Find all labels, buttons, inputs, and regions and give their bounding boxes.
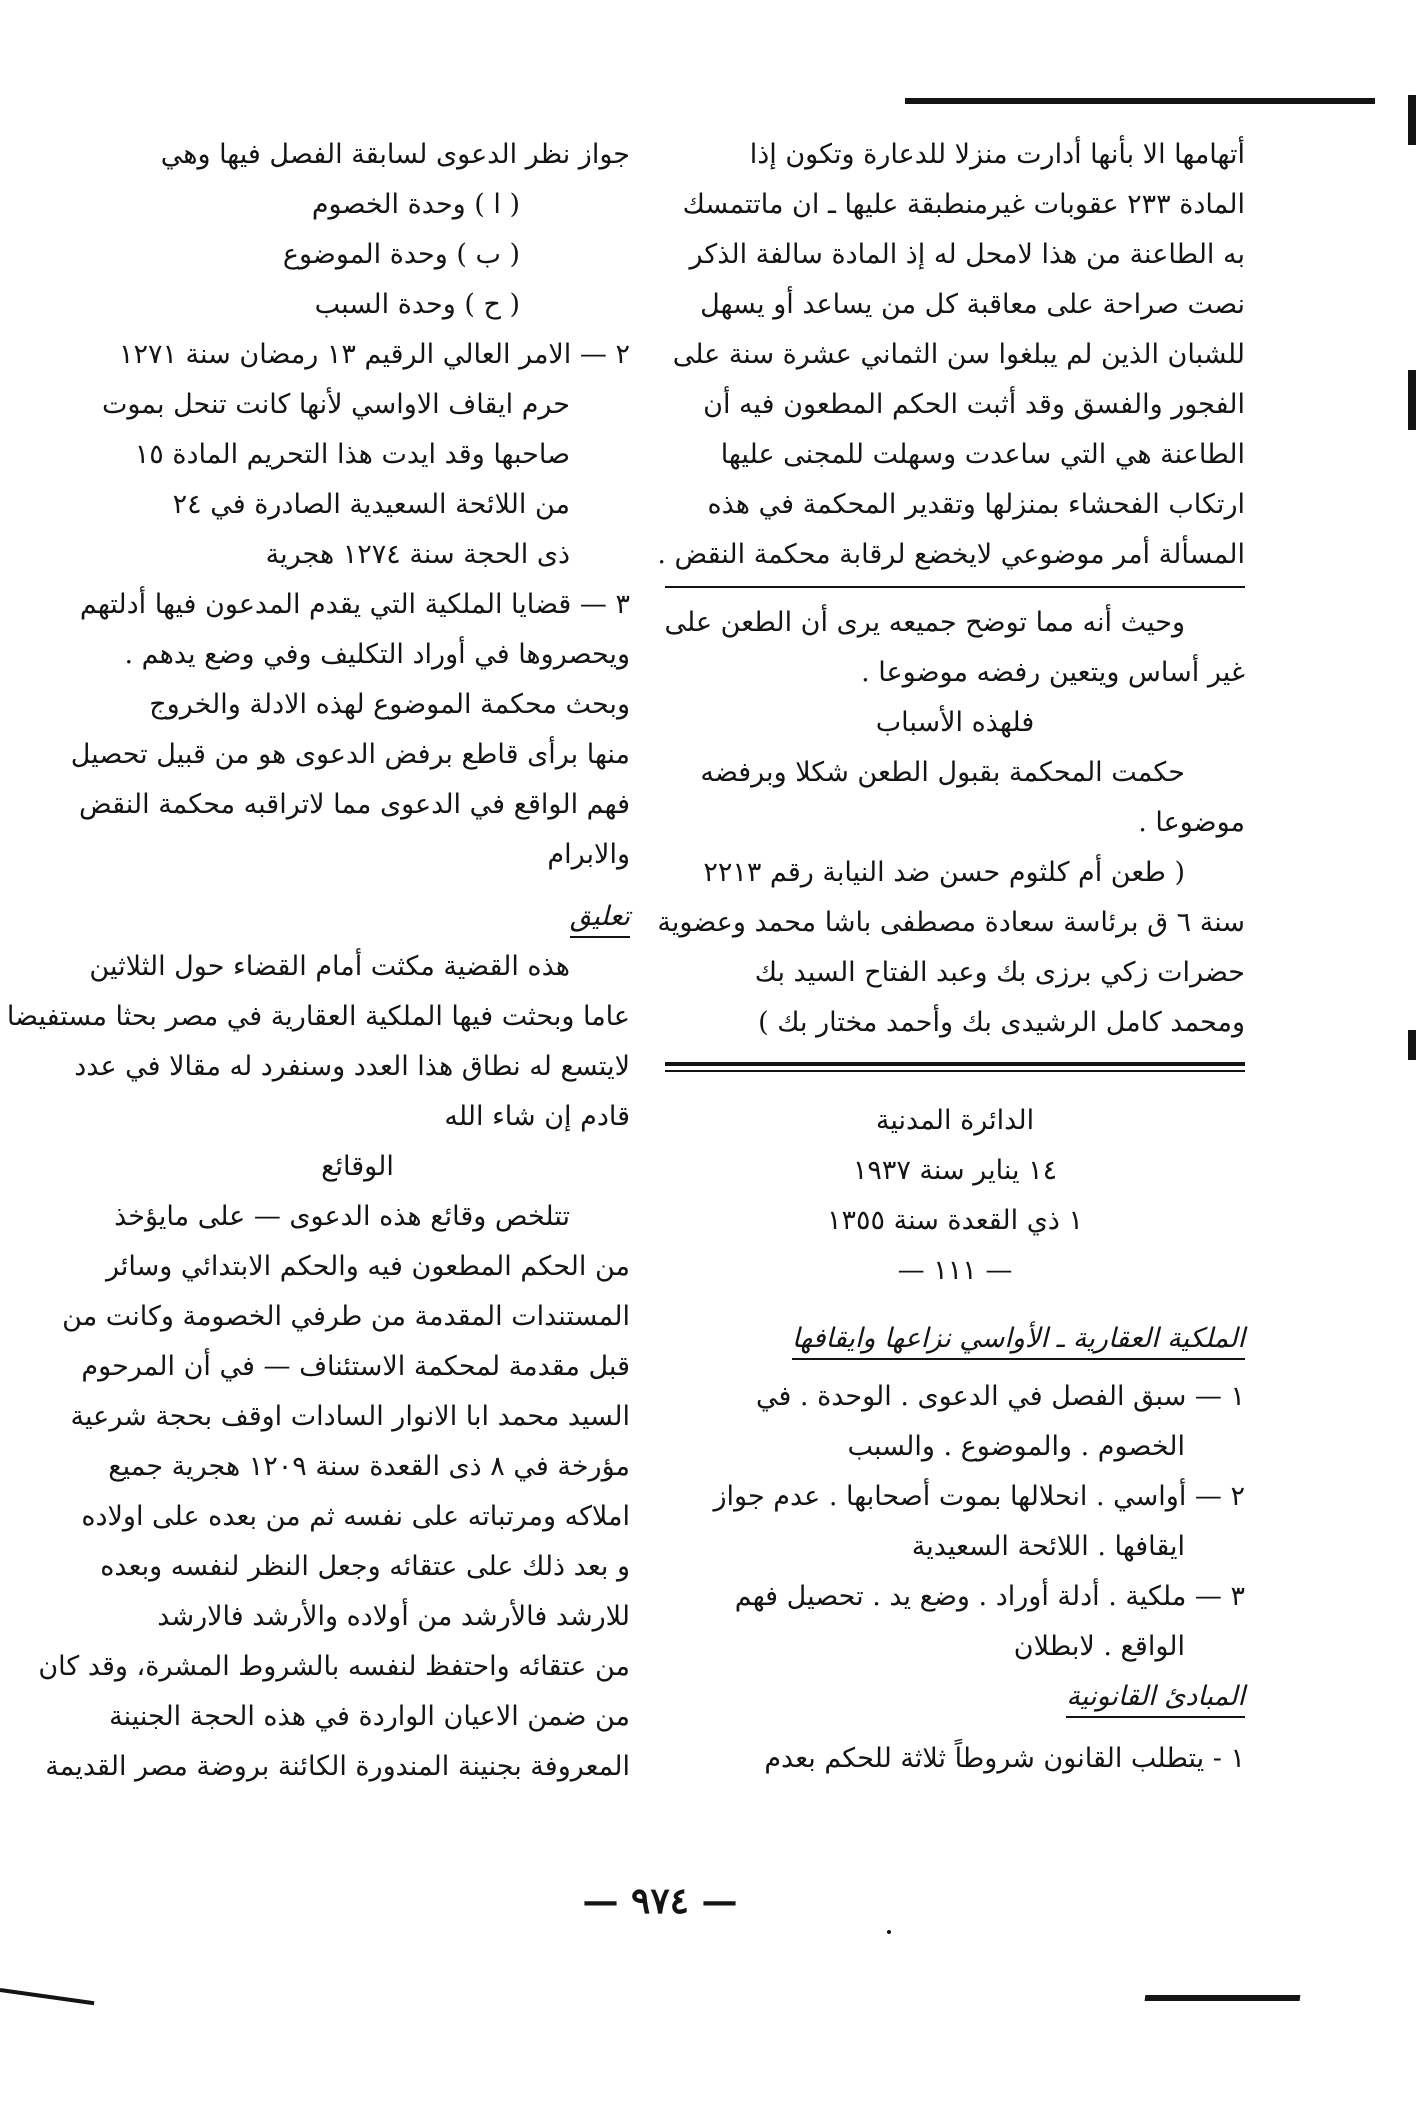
text-line: منها برأى قاطع برفض الدعوى هو من قبيل تحصيل: [70, 739, 630, 770]
continuation: [85, 130, 630, 330]
text-line: به الطاعنة من هذا لامحل له إذ المادة سالفة الذكر: [689, 239, 1245, 270]
summary-item: ١ — سبق الفصل في الدعوى . الوحدة . في: [755, 1381, 1245, 1412]
circuit-name: الدائرة المدنية: [875, 1105, 1035, 1136]
text-line: ومحمد كامل الرشيدى بك وأحمد مختار بك ): [758, 1007, 1245, 1038]
text-line: قادم إن شاء الله: [444, 1101, 630, 1132]
text-line: من عتقائه واحتفظ لنفسه بالشروط المشرة، وقد كان: [38, 1651, 630, 1682]
comment: [6, 942, 630, 1142]
item-3: [70, 580, 630, 880]
text-line: تتلخص وقائع هذه الدعوى — على مايؤخذ: [114, 1201, 570, 1232]
case-number: — ١١١ —: [897, 1255, 1013, 1286]
text-line: المعروفة بجنينة المندورة الكائنة بروضة مصر القديمة: [45, 1751, 630, 1782]
double-divider: [665, 1062, 1245, 1072]
text-line: للارشد فالأرشد من أولاده والأرشد فالارشد: [157, 1601, 630, 1632]
facts: [38, 1192, 630, 1792]
text-line: ( ا ) وحدة الخصوم: [311, 189, 520, 220]
text-line: ارتكاب الفحشاء بمنزلها وتقدير المحكمة في هذه: [707, 489, 1245, 520]
text-line: السيد محمد ابا الانوار السادات اوقف بحجة شرعية: [70, 1401, 630, 1432]
scan-edge-mark: [1408, 95, 1416, 145]
item-2: [85, 330, 630, 580]
principles-heading-text: المبادئ القانونية: [1066, 1678, 1245, 1718]
date-hijri: ١ ذي القعدة سنة ١٣٥٥: [827, 1205, 1083, 1236]
text-line: ٢ — الامر العالي الرقيم ١٣ رمضان سنة ١٢٧١: [118, 339, 630, 370]
text-line: ذى الحجة سنة ١٢٧٤ هجرية: [265, 539, 570, 570]
bottom-rule-left: [0, 1988, 94, 2005]
text-line: هذه القضية مكثت أمام القضاء حول الثلاثين: [89, 951, 570, 982]
principle-item: ١ - يتطلب القانون شروطاً ثلاثة للحكم بعدم: [764, 1743, 1245, 1774]
text-line: ( ح ) وحدة السبب: [314, 289, 520, 320]
case-info: [657, 848, 1245, 1048]
left-column: [6, 130, 630, 1792]
text-line: الطاعنة هي التي ساعدت وسهلت للمجنى عليها: [720, 439, 1245, 470]
case-title-text: الملكية العقارية ـ الأواسي نزاعها وايقافها: [792, 1320, 1245, 1360]
page-number: — ٩٧٤ —: [582, 1880, 738, 1922]
text-line: ( طعن أم كلثوم حسن ضد النيابة رقم ٢٢١٣: [703, 857, 1185, 888]
text-line: قبل مقدمة لمحكمة الاستئناف — في أن المرحوم: [81, 1351, 630, 1382]
case-title: [665, 1314, 1245, 1364]
summary-item: ٢ — أواسي . انحلالها بموت أصحابها . عدم جواز: [713, 1481, 1245, 1512]
text-line: من الحكم المطعون فيه والحكم الابتدائي وسائر: [106, 1251, 630, 1282]
scan-dot: [887, 1930, 891, 1934]
text-line: ( ب ) وحدة الموضوع: [282, 239, 520, 270]
text-line: موضوعا .: [1138, 807, 1245, 838]
summary-item: الواقع . لابطلان: [1013, 1631, 1185, 1662]
text-line: أتهامها الا بأنها أدارت منزلا للدعارة وتكون إذا: [749, 139, 1245, 170]
facts-heading: الوقائع: [321, 1151, 394, 1182]
summary-item: الخصوم . والموضوع . والسبب: [847, 1431, 1185, 1462]
reasons-heading: فلهذه الأسباب: [875, 707, 1035, 738]
text-line: جواز نظر الدعوى لسابقة الفصل فيها وهي: [160, 139, 630, 170]
principles-heading: [665, 1672, 1245, 1722]
text-line: ويحصروها في أوراد التكليف وفي وضع يدهم .: [124, 639, 630, 670]
text-line: حكمت المحكمة بقبول الطعن شكلا وبرفضه: [700, 757, 1185, 788]
text-line: للشبان الذين لم يبلغوا سن الثماني عشرة سنة على: [672, 339, 1245, 370]
text-line: حضرات زكي برزى بك وعبد الفتاح السيد بك: [754, 957, 1245, 988]
text-line: الفجور والفسق وقد أثبت الحكم المطعون فيه أن: [703, 389, 1245, 420]
paragraph: [665, 598, 1245, 698]
text-line: من ضمن الاعيان الواردة في هذه الحجة الجنينة: [109, 1701, 630, 1732]
verdict: [665, 748, 1245, 848]
scan-edge-mark: [1408, 1030, 1416, 1060]
comment-heading: [85, 892, 630, 942]
text-line: وحيث أنه مما توضح جميعه يرى أن الطعن على: [664, 607, 1185, 638]
scan-edge-mark: [1408, 370, 1416, 430]
text-line: املاكه ومرتباته على نفسه ثم من بعده على اولاده: [81, 1501, 630, 1532]
text-line: عاما وبحثت فيها الملكية العقارية في مصر بحثا مستفيضا: [6, 1001, 630, 1032]
text-line: المسألة أمر موضوعي لايخضع لرقابة محكمة النقض .: [657, 539, 1245, 570]
right-column: [657, 130, 1245, 1784]
text-line: المستندات المقدمة من طرفي الخصومة وكانت من: [62, 1301, 630, 1332]
top-rule: [905, 98, 1375, 104]
text-line: وبحث محكمة الموضوع لهذه الادلة والخروج: [149, 689, 630, 720]
paragraph: [657, 130, 1245, 580]
comment-heading-text: تعليق: [570, 898, 630, 938]
summary-list: [665, 1372, 1245, 1672]
summary-item: ٣ — ملكية . أدلة أوراد . وضع يد . تحصيل فهم: [734, 1581, 1245, 1612]
text-line: لايتسع له نطاق هذا العدد وسنفرد له مقالا في عدد: [74, 1051, 630, 1082]
text-line: من اللائحة السعيدية الصادرة في ٢٤: [172, 489, 570, 520]
bottom-rule-right: [1145, 1995, 1301, 2001]
text-line: غير أساس ويتعين رفضه موضوعا .: [861, 657, 1245, 688]
text-line: المادة ٢٣٣ عقوبات غيرمنطبقة عليها ـ ان ماتتمسك: [682, 189, 1245, 220]
text-line: حرم ايقاف الاواسي لأنها كانت تنحل بموت: [102, 389, 570, 420]
text-line: و بعد ذلك على عتقائه وجعل النظر لنفسه وبعده: [100, 1551, 630, 1582]
text-line: صاحبها وقد ايدت هذا التحريم المادة ١٥: [134, 439, 570, 470]
text-line: فهم الواقع في الدعوى مما لاتراقبه محكمة النقض: [79, 789, 630, 820]
text-line: ٣ — قضايا الملكية التي يقدم المدعون فيها أدلتهم: [79, 589, 630, 620]
date-gregorian: ١٤ يناير سنة ١٩٣٧: [852, 1155, 1058, 1186]
text-line: مؤرخة في ٨ ذى القعدة سنة ١٢٠٩ هجرية جميع: [108, 1451, 630, 1482]
summary-item: ايقافها . اللائحة السعيدية: [911, 1531, 1185, 1562]
text-line: نصت صراحة على معاقبة كل من يساعد أو يسهل: [700, 289, 1245, 320]
text-line: والابرام: [547, 839, 630, 870]
section-divider: [665, 586, 1245, 588]
text-line: سنة ٦ ق برئاسة سعادة مصطفى باشا محمد وعضوية: [657, 907, 1245, 938]
